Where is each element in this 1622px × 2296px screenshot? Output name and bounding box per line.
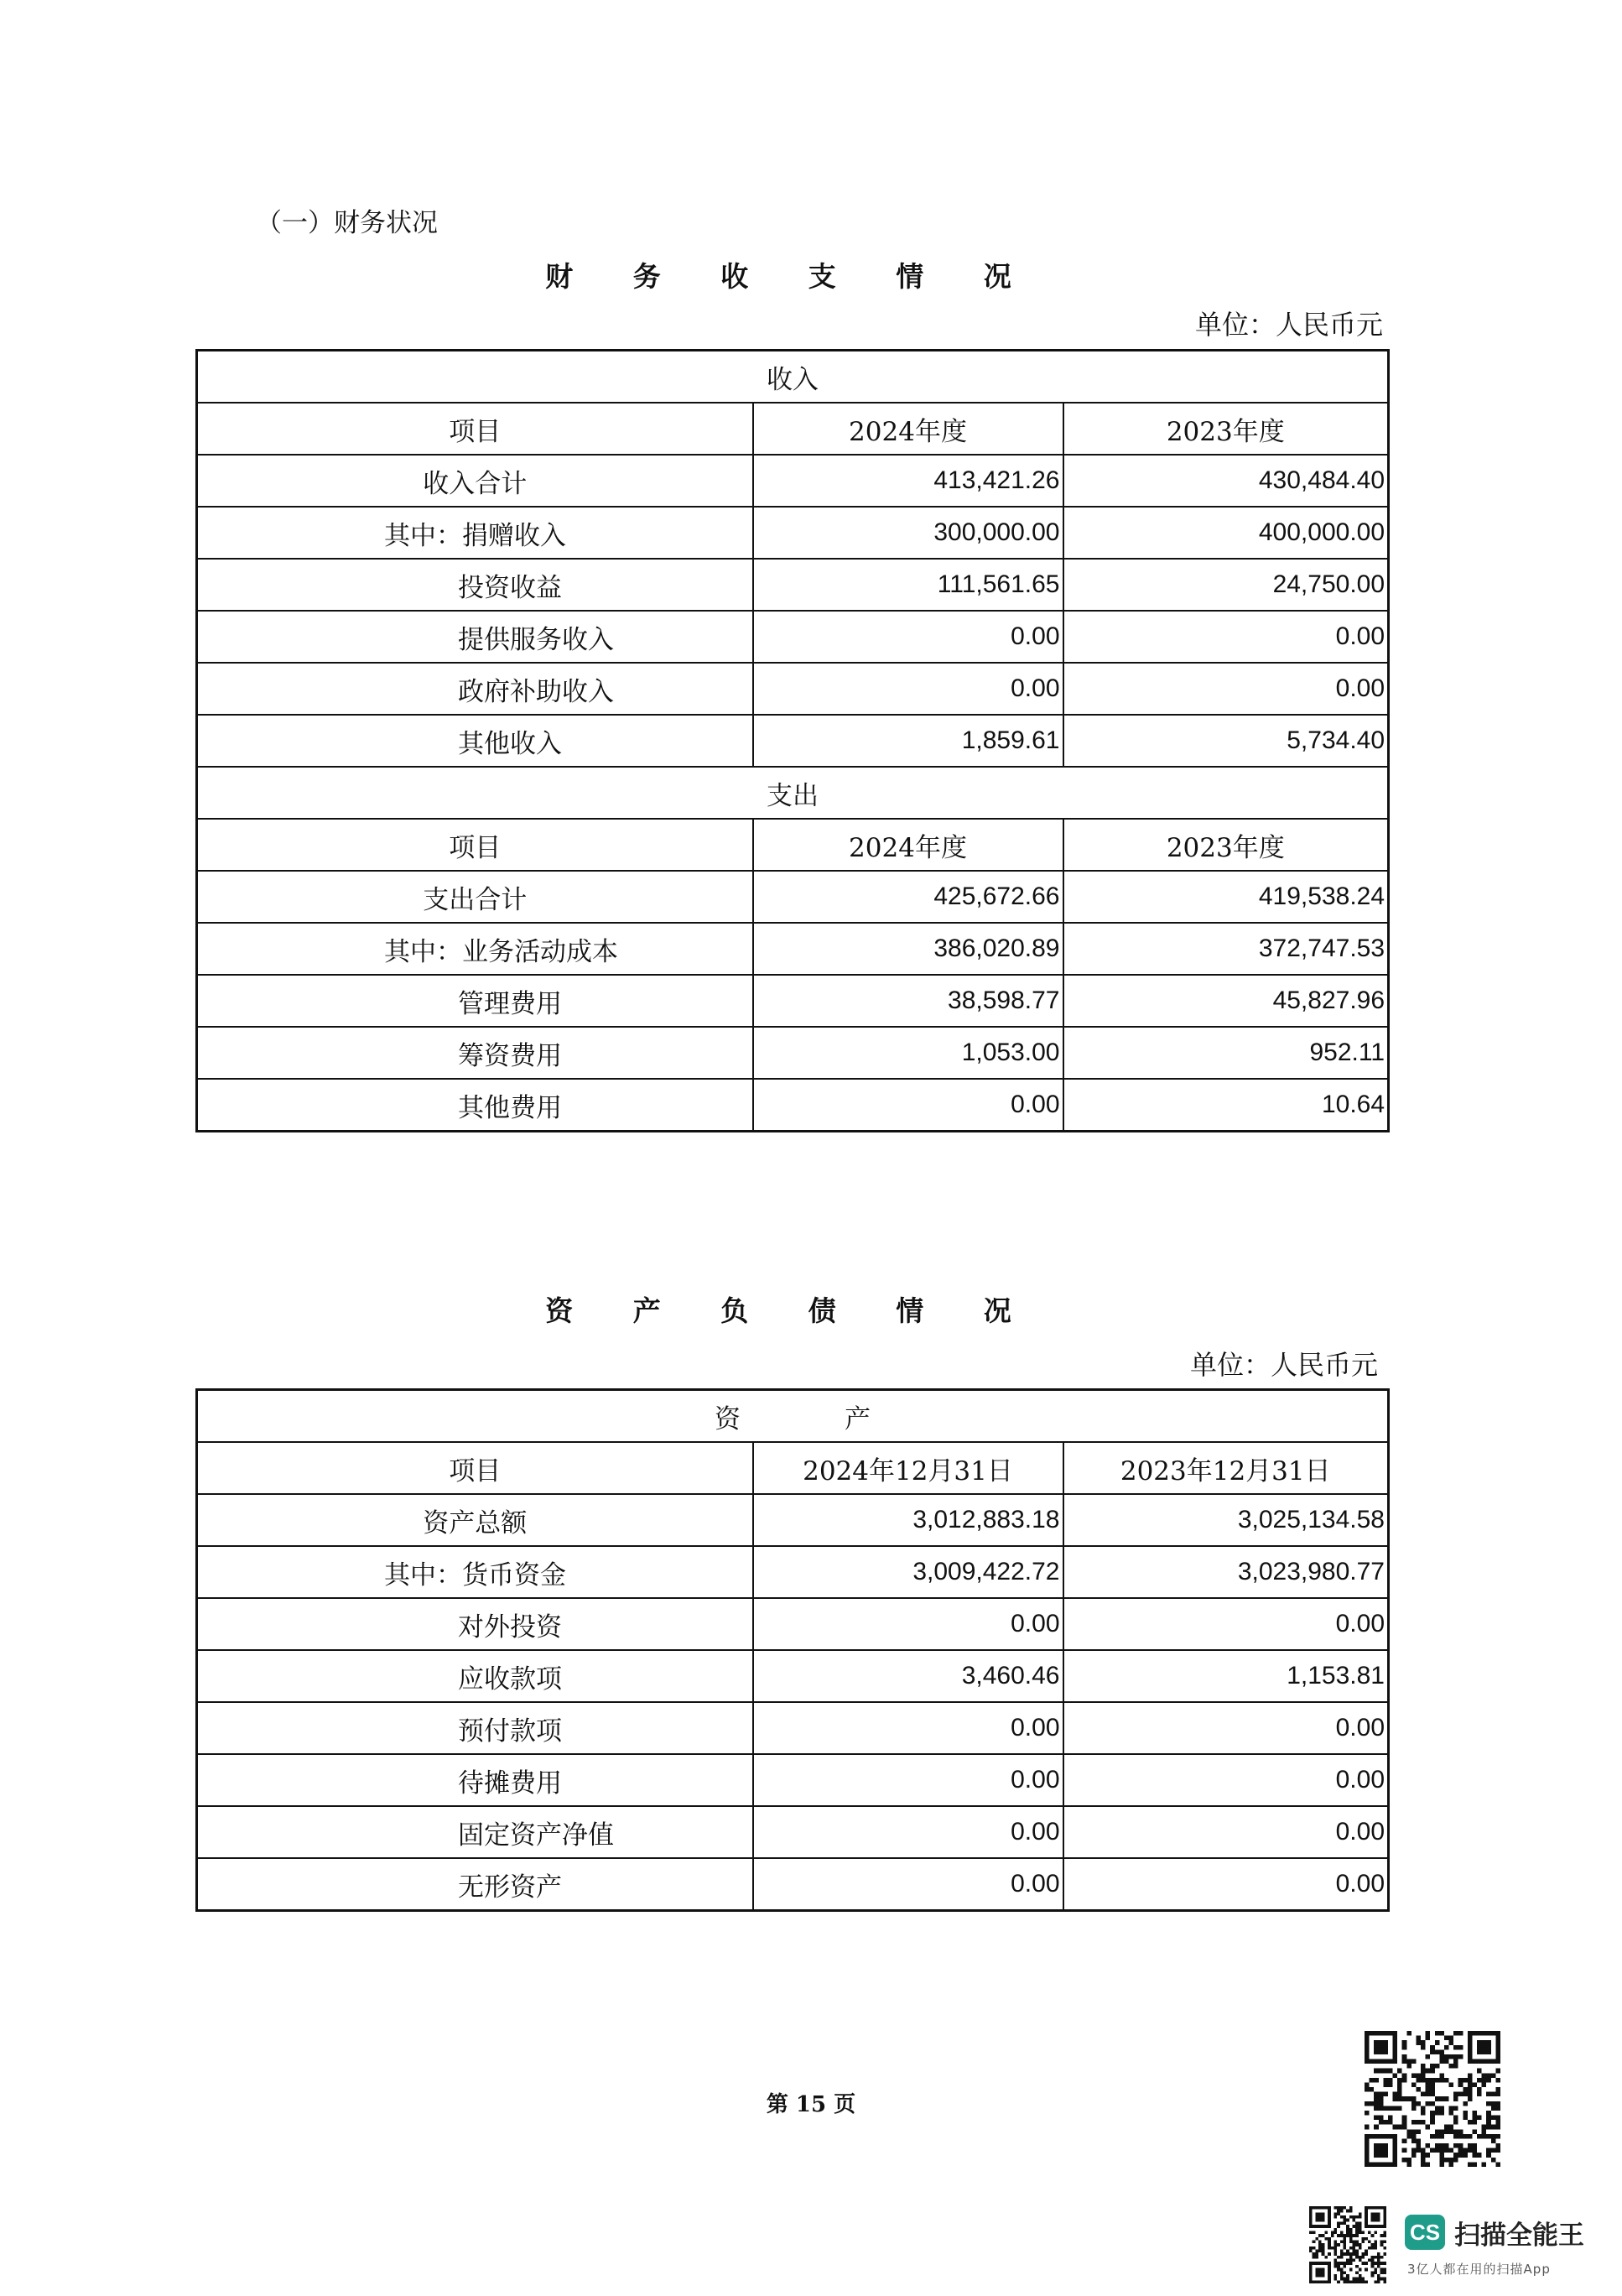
row-label: 支出合计	[197, 871, 753, 923]
asset-row	[197, 1494, 1389, 1546]
row-value-current: 425,672.66	[753, 871, 1063, 923]
camscanner-logo-icon: CS	[1405, 2215, 1445, 2250]
row-value-prior: 24,750.00	[1063, 559, 1389, 611]
page-number: 第 15 页	[766, 2092, 856, 2117]
row-value-current: 0.00	[753, 663, 1063, 715]
row-value-current: 111,561.65	[753, 559, 1063, 611]
row-value-prior: 400,000.00	[1063, 507, 1389, 559]
expense-section-label: 支出	[197, 767, 1389, 819]
row-value-prior: 5,734.40	[1063, 715, 1389, 767]
row-label: 其中：业务活动成本	[197, 923, 753, 975]
row-value-prior: 0.00	[1063, 611, 1389, 663]
income-row	[197, 455, 1389, 507]
row-label: 投资收益	[197, 559, 753, 611]
qr-code-small-icon	[1309, 2206, 1386, 2283]
row-value-prior: 1,153.81	[1063, 1650, 1389, 1702]
row-label: 其中：货币资金	[197, 1546, 753, 1598]
row-label: 其中：捐赠收入	[197, 507, 753, 559]
row-label: 提供服务收入	[197, 611, 753, 663]
row-value-prior: 419,538.24	[1063, 871, 1389, 923]
row-value-current: 0.00	[753, 1806, 1063, 1858]
row-value-current: 386,020.89	[753, 923, 1063, 975]
income-statement-table	[195, 349, 1390, 1132]
asset-header-row	[197, 1442, 1389, 1494]
row-value-current: 0.00	[753, 1754, 1063, 1806]
section-heading: （一）财务状况	[256, 208, 438, 238]
row-label: 对外投资	[197, 1598, 753, 1650]
row-value-current: 413,421.26	[753, 455, 1063, 507]
asset-row	[197, 1702, 1389, 1754]
column-header-item: 项目	[197, 403, 753, 455]
row-value-prior: 0.00	[1063, 663, 1389, 715]
camscanner-tagline: 3亿人都在用的扫描App	[1407, 2262, 1551, 2277]
row-value-prior: 3,025,134.58	[1063, 1494, 1389, 1546]
row-label: 待摊费用	[197, 1754, 753, 1806]
column-header-2023: 2023年度	[1063, 819, 1389, 871]
expense-section-row	[197, 767, 1389, 819]
row-value-current: 1,859.61	[753, 715, 1063, 767]
row-value-prior: 0.00	[1063, 1806, 1389, 1858]
asset-section-row	[197, 1390, 1389, 1443]
asset-row	[197, 1598, 1389, 1650]
balance-sheet-table	[195, 1388, 1390, 1912]
row-value-current: 0.00	[753, 1858, 1063, 1911]
asset-row	[197, 1858, 1389, 1911]
row-value-prior: 3,023,980.77	[1063, 1546, 1389, 1598]
income-section-row	[197, 351, 1389, 403]
column-header-2024-12-31: 2024年12月31日	[753, 1442, 1063, 1494]
row-label: 收入合计	[197, 455, 753, 507]
column-header-item: 项目	[197, 819, 753, 871]
row-value-prior: 372,747.53	[1063, 923, 1389, 975]
row-value-current: 0.00	[753, 1079, 1063, 1132]
row-value-current: 3,460.46	[753, 1650, 1063, 1702]
row-label: 预付款项	[197, 1702, 753, 1754]
row-value-prior: 0.00	[1063, 1598, 1389, 1650]
expense-row	[197, 1027, 1389, 1079]
row-label: 资产总额	[197, 1494, 753, 1546]
row-value-current: 3,009,422.72	[753, 1546, 1063, 1598]
row-value-current: 0.00	[753, 611, 1063, 663]
asset-row	[197, 1650, 1389, 1702]
balance-sheet-unit: 单位：人民币元	[1190, 1349, 1379, 1381]
row-label: 无形资产	[197, 1858, 753, 1911]
expense-header-row	[197, 819, 1389, 871]
income-section-label: 收入	[197, 351, 1389, 403]
income-statement-title: 财 务 收 支 情 况	[545, 260, 1037, 293]
row-value-prior: 952.11	[1063, 1027, 1389, 1079]
asset-section-label: 资 产	[197, 1390, 1389, 1443]
camscanner-brand: 扫描全能王	[1454, 2221, 1584, 2251]
row-value-prior: 0.00	[1063, 1702, 1389, 1754]
row-label: 应收款项	[197, 1650, 753, 1702]
expense-row	[197, 1079, 1389, 1132]
row-label: 筹资费用	[197, 1027, 753, 1079]
income-row	[197, 663, 1389, 715]
income-row	[197, 611, 1389, 663]
row-value-current: 38,598.77	[753, 975, 1063, 1027]
column-header-2024: 2024年度	[753, 819, 1063, 871]
row-value-current: 0.00	[753, 1702, 1063, 1754]
row-label: 管理费用	[197, 975, 753, 1027]
row-value-current: 1,053.00	[753, 1027, 1063, 1079]
row-label: 政府补助收入	[197, 663, 753, 715]
column-header-2023: 2023年度	[1063, 403, 1389, 455]
balance-sheet-title: 资 产 负 债 情 况	[545, 1294, 1037, 1327]
expense-row	[197, 975, 1389, 1027]
row-value-prior: 10.64	[1063, 1079, 1389, 1132]
row-value-current: 0.00	[753, 1598, 1063, 1650]
column-header-2024: 2024年度	[753, 403, 1063, 455]
column-header-item: 项目	[197, 1442, 753, 1494]
income-row	[197, 559, 1389, 611]
income-row	[197, 507, 1389, 559]
income-statement-unit: 单位：人民币元	[1195, 309, 1384, 341]
asset-row	[197, 1806, 1389, 1858]
qr-code-icon	[1365, 2031, 1500, 2167]
income-row	[197, 715, 1389, 767]
row-value-prior: 430,484.40	[1063, 455, 1389, 507]
row-label: 固定资产净值	[197, 1806, 753, 1858]
expense-row	[197, 871, 1389, 923]
row-label: 其他收入	[197, 715, 753, 767]
row-label: 其他费用	[197, 1079, 753, 1132]
expense-row	[197, 923, 1389, 975]
asset-row	[197, 1546, 1389, 1598]
row-value-prior: 0.00	[1063, 1858, 1389, 1911]
income-header-row	[197, 403, 1389, 455]
row-value-current: 300,000.00	[753, 507, 1063, 559]
row-value-prior: 0.00	[1063, 1754, 1389, 1806]
row-value-current: 3,012,883.18	[753, 1494, 1063, 1546]
row-value-prior: 45,827.96	[1063, 975, 1389, 1027]
asset-row	[197, 1754, 1389, 1806]
column-header-2023-12-31: 2023年12月31日	[1063, 1442, 1389, 1494]
